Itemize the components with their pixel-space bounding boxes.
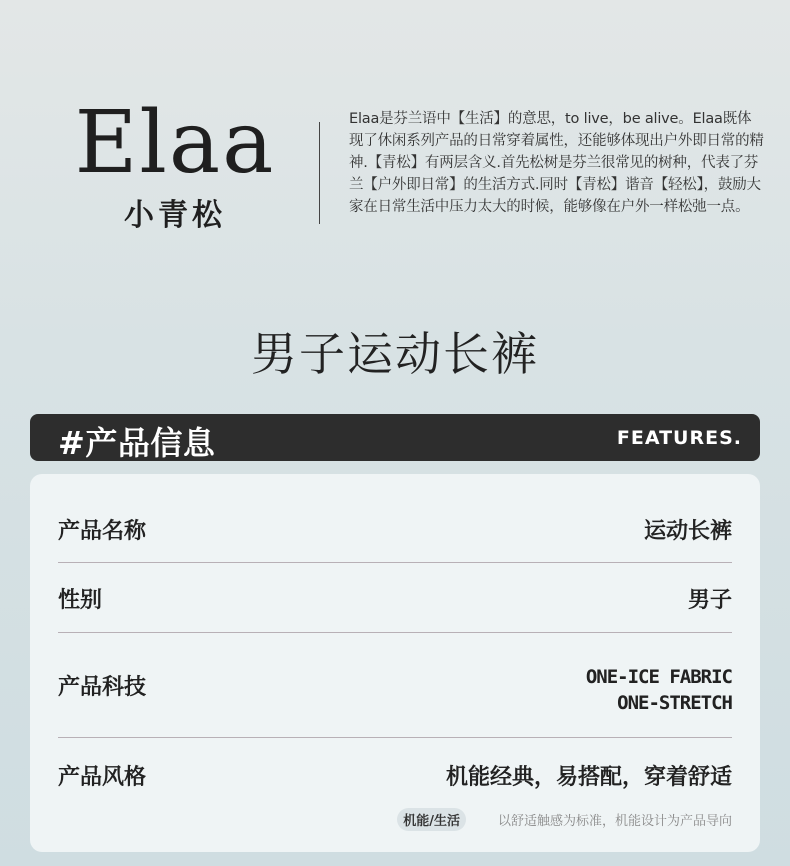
brand-divider	[319, 122, 320, 224]
info-value: 机能经典，易搭配，穿着舒适	[445, 765, 732, 790]
row-divider	[58, 632, 732, 633]
info-value-tech	[586, 664, 732, 716]
info-row-gender	[58, 583, 732, 613]
info-label: 产品科技	[58, 675, 147, 700]
section-title: #产品信息	[58, 424, 216, 462]
info-label: 产品名称	[58, 519, 147, 544]
product-info-card	[30, 474, 760, 852]
section-header-bar	[30, 414, 760, 461]
row-divider	[58, 737, 732, 738]
info-row-name	[58, 514, 732, 544]
tech-line-2: ONE-STRETCH	[617, 692, 732, 714]
logo-wordmark: Elaa	[74, 93, 276, 193]
info-value: 运动长裤	[643, 519, 732, 544]
style-tag-badge: 机能/生活	[397, 808, 466, 831]
info-row-style	[58, 760, 732, 840]
row-divider	[58, 562, 732, 563]
info-label: 性别	[58, 588, 103, 613]
info-value: 男子	[687, 588, 732, 613]
brand-intro-text: Elaa是芬兰语中【生活】的意思，to live，be alive。Elaa既体现了休闲系列产品的日常穿着属性，还能够体现出户外即日常的精神.【青松】有两层含义.首先松树是芬兰很常见的树种，代表了芬兰【户外即日常】的生活方式.同时【青松】谐音【轻松】，鼓励大家在日常生活中压力太大的时候，能够像在户外一样松弛一点。	[349, 111, 764, 215]
page-title: 男子运动长裤	[251, 327, 539, 381]
logo-chinese-name: 小青松	[124, 198, 226, 233]
section-subtitle: FEATURES.	[616, 427, 742, 449]
tech-line-1: ONE-ICE FABRIC	[585, 666, 732, 688]
brand-logo	[40, 93, 310, 233]
info-label: 产品风格	[58, 765, 147, 790]
style-note: 以舒适触感为标准，机能设计为产品导向	[497, 814, 732, 829]
info-row-technology	[58, 664, 732, 716]
